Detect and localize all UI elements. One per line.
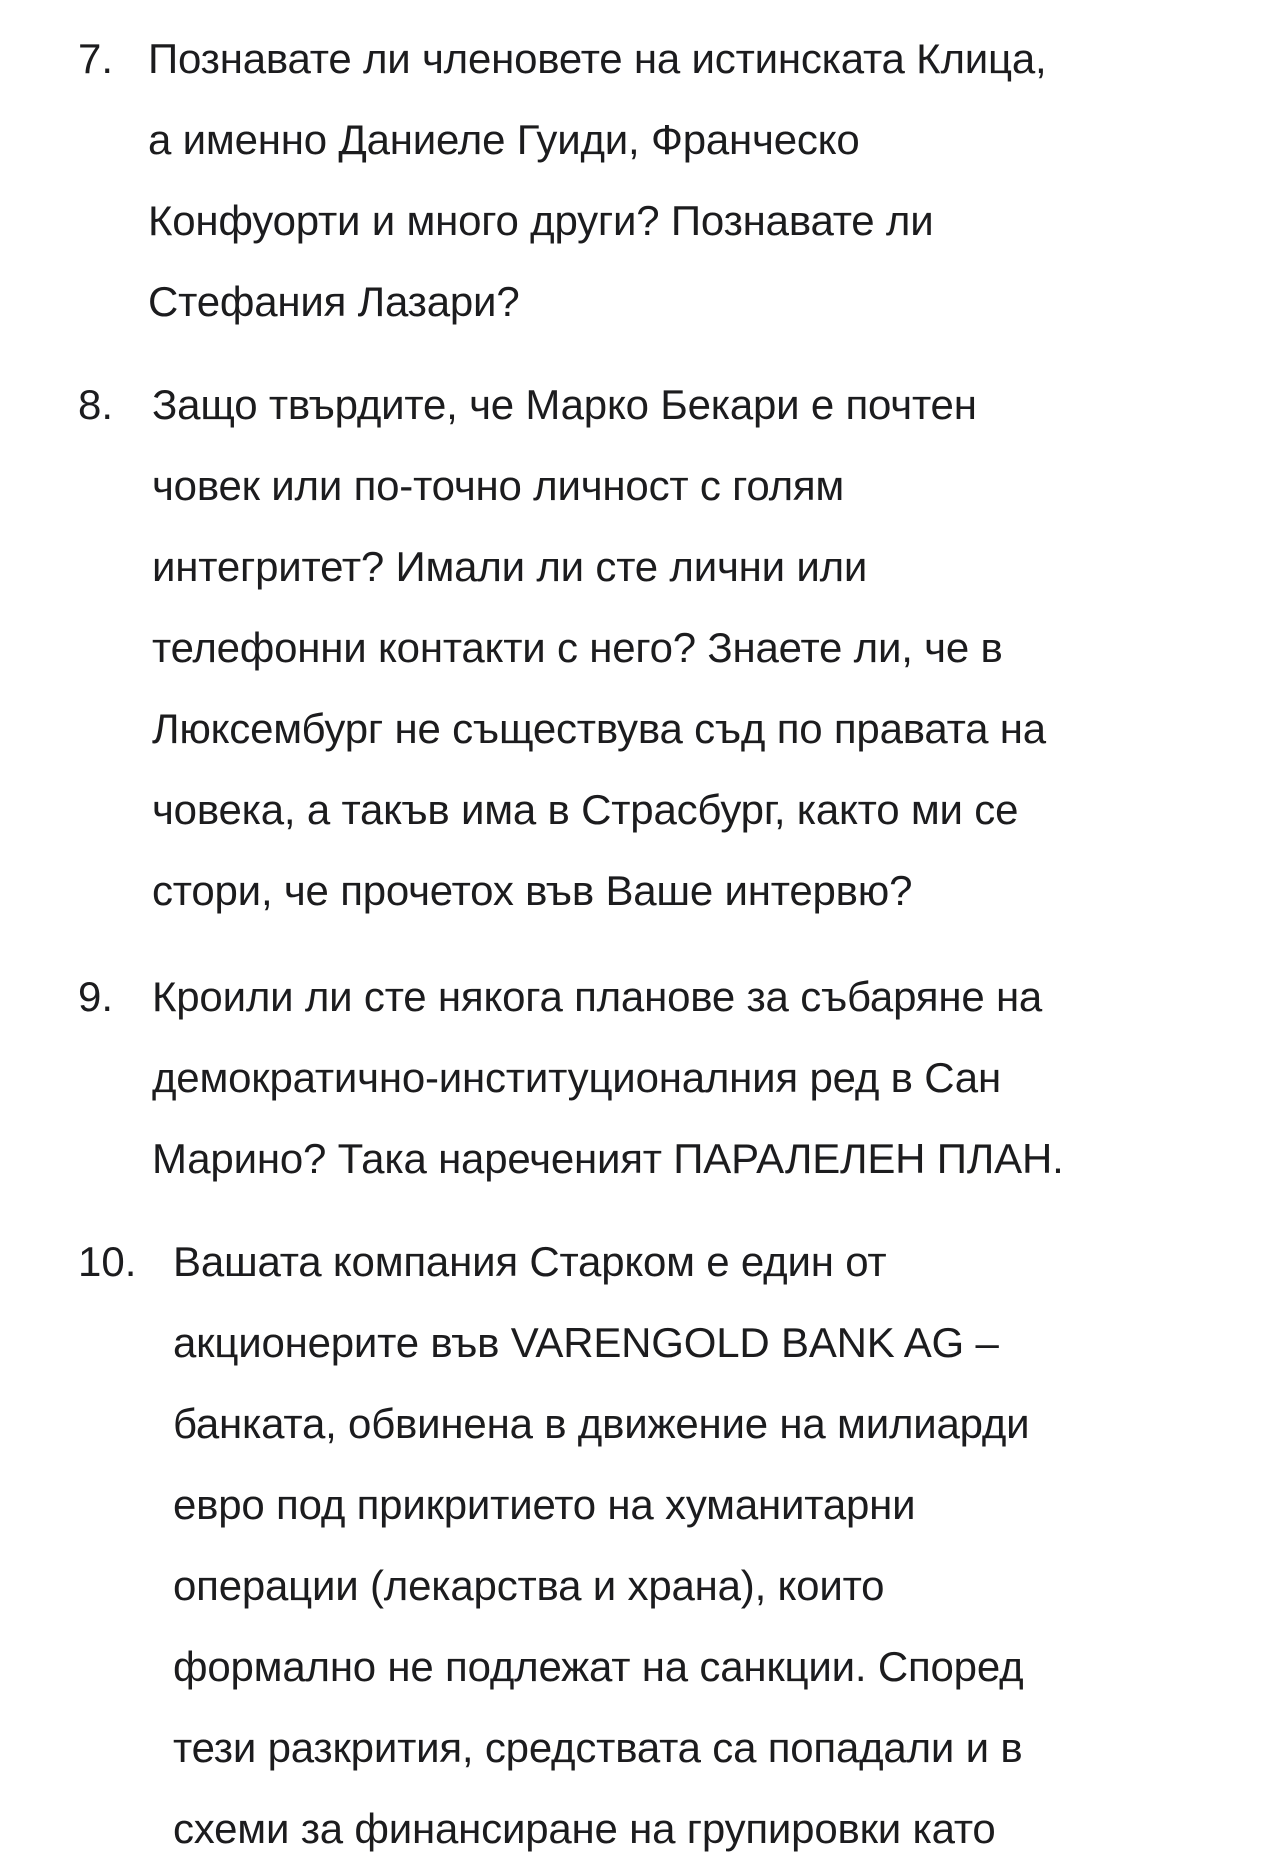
list-item-text-line: интегритет? Имали ли сте лични или	[152, 543, 868, 590]
list-item-text-line: евро под прикритието на хуманитарни	[173, 1481, 916, 1528]
list-item-text-line: Люксембург не съществува съд по правата на	[152, 705, 1046, 752]
list-item-text-line: човека, а такъв има в Страсбург, както ми се	[152, 786, 1019, 833]
list-item-text-line: Вашата компания Старком е един от	[173, 1238, 887, 1285]
list-item-text-line: формално не подлежат на санкции. Според	[173, 1643, 1024, 1690]
list-item-text-line: банката, обвинена в движение на милиарди	[173, 1400, 1030, 1447]
list-item-text-line: а именно Даниеле Гуиди, Франческо	[148, 116, 860, 163]
list-item-text-line: телефонни контакти с него? Знаете ли, че в	[152, 624, 1003, 671]
list-item-text-line: акционерите във VARENGOLD BANK AG –	[173, 1319, 999, 1366]
list-item-text-line: схеми за финансиране на групировки като	[173, 1805, 996, 1852]
list-item-text-line: човек или по-точно личност с голям	[152, 462, 845, 509]
list-item-text-line: демократично-институционалния ред в Сан	[152, 1054, 1001, 1101]
list-item-text-line: Конфуорти и много други? Познавате ли	[148, 197, 934, 244]
list-item-text-line: стори, че прочетох във Ваше интервю?	[152, 867, 913, 914]
list-item-text-line: Познавате ли членовете на истинската Клица,	[148, 35, 1047, 82]
list-item-number: 10.	[78, 1238, 137, 1285]
list-item-text-line: тези разкрития, средствата са попадали и в	[173, 1724, 1023, 1771]
list-item-text-line: Стефания Лазари?	[148, 278, 520, 325]
list-item-text-line: Кроили ли сте някога планове за събаряне на	[152, 973, 1043, 1020]
list-item-number: 8.	[78, 381, 114, 428]
list-item-number: 7.	[78, 35, 114, 82]
list-item-number: 9.	[78, 973, 114, 1020]
list-item-text-line: операции (лекарства и храна), които	[173, 1562, 885, 1609]
list-item-text-line: Защо твърдите, че Марко Бекари е почтен	[152, 381, 977, 428]
list-item-text-line: Марино? Така нареченият ПАРАЛЕЛЕН ПЛАН.	[152, 1135, 1064, 1182]
